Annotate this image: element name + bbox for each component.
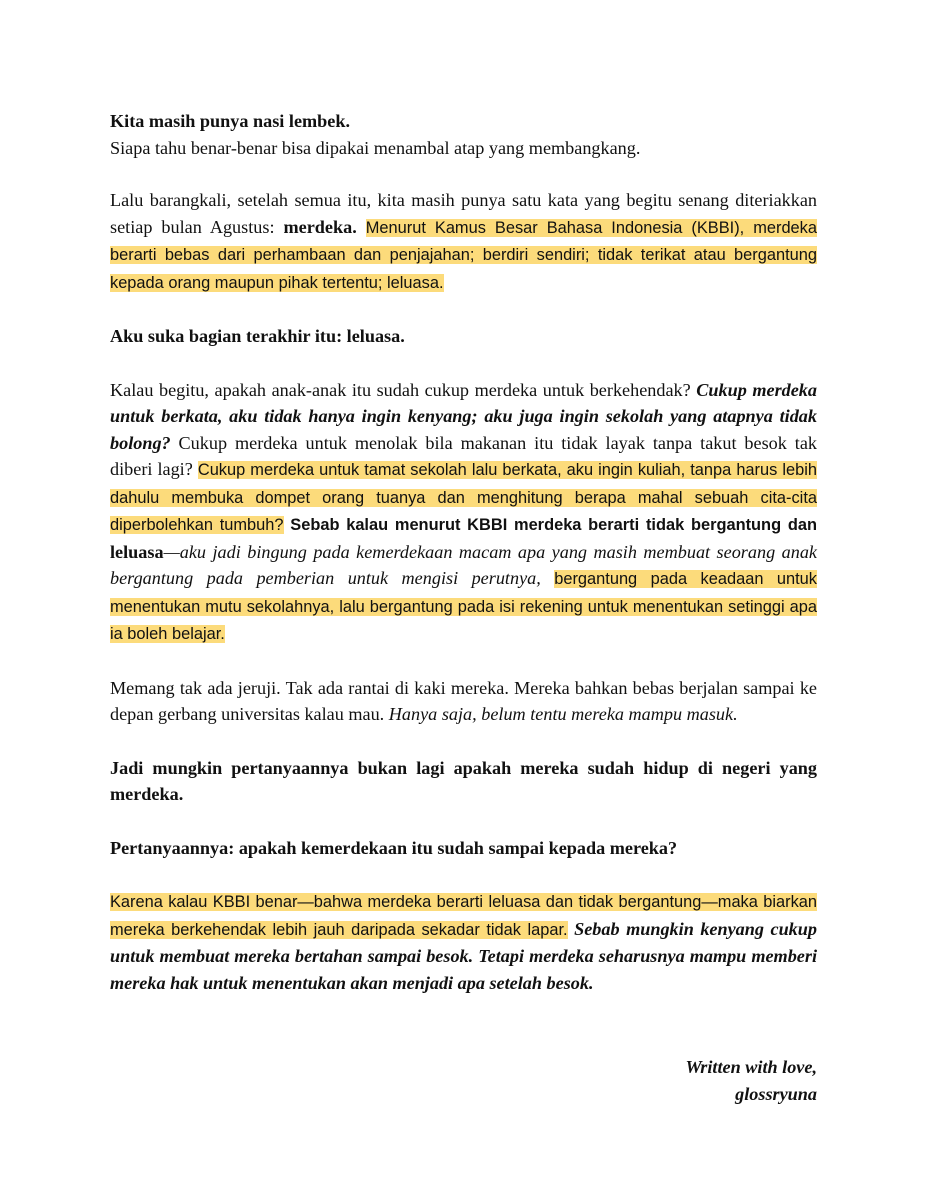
paragraph-questions — [110, 377, 817, 648]
italic-closing: Hanya saja, belum tentu mereka mampu masuk. — [388, 704, 738, 724]
paragraph-no-bars — [110, 675, 817, 728]
text-segment: Kalau begitu, apakah anak-anak itu sudah cukup merdeka untuk berkehendak? — [110, 379, 697, 400]
emphasis-conclusion: Sebab mungkin kenyang cukup untuk membuat mereka bertahan sampai besok. Tetapi merdeka seharusnya mampu memberi mereka hak untuk menentukan akan menjadi apa setelah besok. — [110, 918, 817, 993]
text-segment: Cukup merdeka untuk menolak bila makanan itu tidak layak tanpa takut besok tak diberi lagi? — [110, 432, 817, 479]
text-segment: Lalu barangkali, setelah semua itu, kita masih punya satu kata yang begitu senang diteriakkan setiap bulan Agustus: — [110, 190, 817, 237]
emphasis-question: Cukup merdeka untuk berkata, aku tidak hanya ingin kenyang; aku juga ingin sekolah yang atapnya tidak bolong? — [110, 379, 817, 453]
keyword-leluasa: leluasa — [110, 541, 164, 562]
text-segment — [541, 568, 554, 588]
paragraph-question-shift: Jadi mungkin pertanyaannya bukan lagi apakah mereka sudah hidup di negeri yang merdeka. — [110, 757, 817, 804]
paragraph-merdeka-definition — [110, 187, 817, 296]
signature — [110, 1054, 817, 1108]
highlighted-question: Cukup merdeka untuk tamat sekolah lalu berkata, aku ingin kuliah, tanpa harus lebih dahulu membuka dompet orang tuanya dan menghitung berapa mahal sebuah cita-cita diperbolehkan tumbuh? — [110, 461, 817, 534]
signature-author: glossryuna — [735, 1084, 817, 1104]
highlighted-kbbi-definition: Menurut Kamus Besar Bahasa Indonesia (KBBI), merdeka berarti bebas dari perhambaan dan penjajahan; berdiri sendiri; tidak terikat atau bergantung kepada orang maupun pihak tertentu; leluasa. — [110, 218, 817, 292]
text-segment: Memang tak ada jeruji. Tak ada rantai di kaki mereka. Mereka bahkan bebas berjalan sampai ke depan gerbang universitas kalau mau. — [110, 677, 817, 724]
paragraph-nasi-lembek — [110, 108, 817, 161]
keyword-merdeka: merdeka. — [283, 216, 357, 237]
highlighted-conclusion: Karena kalau KBBI benar—bahwa merdeka berarti leluasa dan tidak bergantung—maka biarkan mereka berkehendak lebih jauh daripada sekadar tidak lapar. — [110, 893, 817, 939]
paragraph-leluasa: Aku suka bagian terakhir itu: leluasa. — [110, 326, 405, 346]
highlighted-dependency: bergantung pada keadaan untuk menentukan mutu sekolahnya, lalu bergantung pada isi rekening untuk menentukan setinggi apa ia boleh belajar. — [110, 570, 817, 643]
paragraph-main-question: Pertanyaannya: apakah kemerdekaan itu sudah sampai kepada mereka? — [110, 837, 678, 858]
paragraph-conclusion — [110, 888, 817, 996]
signature-line: Written with love, — [685, 1057, 817, 1077]
opening-line-2: Siapa tahu benar-benar bisa dipakai menambal atap yang membangkang. — [110, 137, 641, 158]
opening-line: Kita masih punya nasi lembek. — [110, 111, 351, 131]
bold-kbbi-statement: Sebab kalau menurut KBBI merdeka berarti tidak bergantung dan — [283, 516, 817, 534]
italic-reflection: —aku jadi bingung pada kemerdekaan macam apa yang masih membuat seorang anak bergantung pada pemberian untuk mengisi perutnya, — [110, 541, 817, 588]
